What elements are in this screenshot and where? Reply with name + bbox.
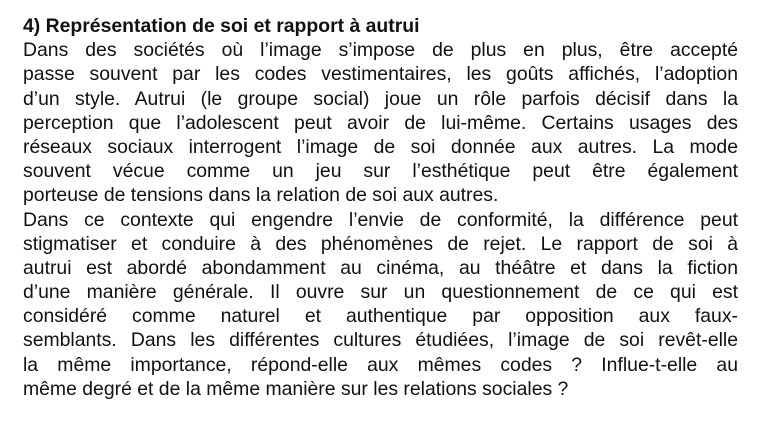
paragraph-line: souvent vécue comme un jeu sur l’esthétique peut être également <box>23 160 738 183</box>
paragraph-line: considéré comme naturel et authentique par opposition aux faux- <box>23 305 738 328</box>
paragraph-2 <box>23 208 738 402</box>
paragraph-line: semblants. Dans les différentes cultures étudiées, l’image de soi revêt-elle <box>23 329 738 352</box>
paragraph-line: autrui est abordé abondamment au cinéma, au théâtre et dans la fiction <box>23 256 738 279</box>
paragraph-line: Dans des sociétés où l’image s’impose de plus en plus, être accepté <box>23 39 738 62</box>
paragraph-line: passe souvent par les codes vestimentaires, les goûts affichés, l’adoption <box>23 63 738 86</box>
paragraph-line: perception que l’adolescent peut avoir de lui-même. Certains usages des <box>23 111 738 134</box>
paragraph-line: même degré et de la même manière sur les relations sociales ? <box>23 377 569 400</box>
paragraph-line: réseaux sociaux interrogent l’image de soi donnée aux autres. La mode <box>23 135 738 158</box>
paragraph-line: Dans ce contexte qui engendre l’envie de conformité, la différence peut <box>23 208 738 231</box>
paragraph-line: la même importance, répond-elle aux mêmes codes ? Influe-t-elle au <box>23 353 738 376</box>
paragraph-line: d’une manière générale. Il ouvre sur un questionnement de ce qui est <box>23 281 738 304</box>
document-section <box>23 14 738 401</box>
paragraph-1 <box>23 38 738 207</box>
paragraph-line: stigmatiser et conduire à des phénomènes de rejet. Le rapport de soi à <box>23 232 738 255</box>
section-heading: 4) Représentation de soi et rapport à autrui <box>23 15 420 37</box>
paragraph-line: porteuse de tensions dans la relation de soi aux autres. <box>23 184 499 207</box>
paragraph-line: d’un style. Autrui (le groupe social) joue un rôle parfois décisif dans la <box>23 87 738 110</box>
